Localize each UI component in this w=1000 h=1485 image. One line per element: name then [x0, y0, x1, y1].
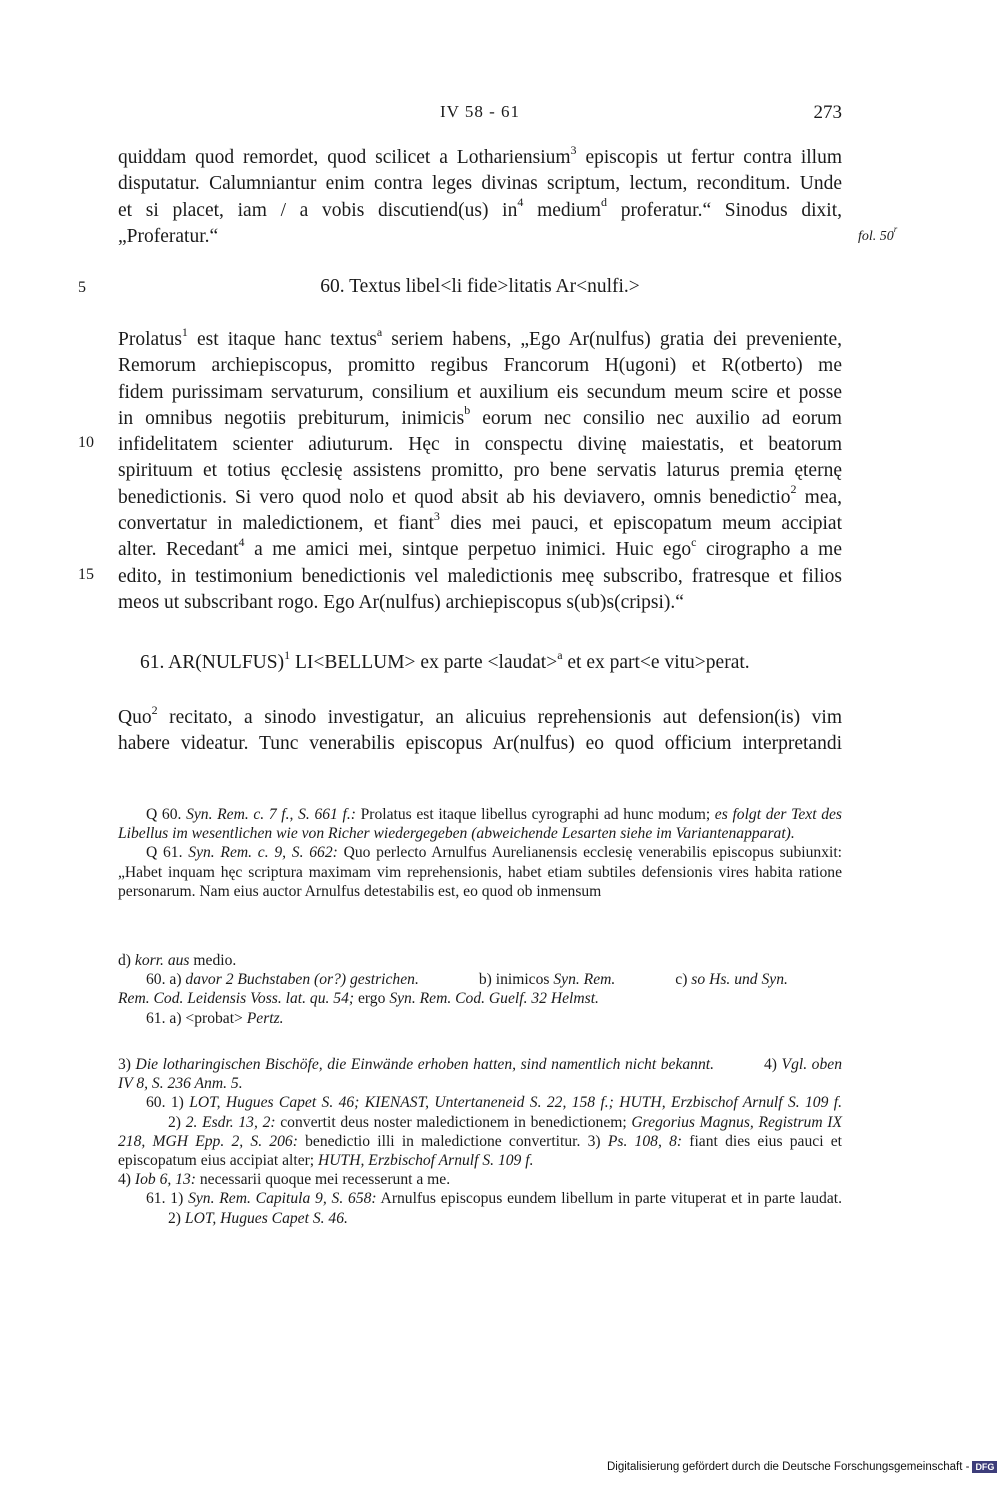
text-line: Prolatus$^1$ est itaque hanc textus$^a$ seriem habens, „Ego Ar(nulfus) gratia dei preveniente, — [118, 324, 842, 350]
source-note-61: Q 61. Syn. Rem. c. 9, S. 662: Quo perlecto Arnulfus Aurelianensis ecclesię venerabilis episcopus subiunxit: „Habet inquam hęc scriptura maximam vim reprehensionis, habet etiam subtiles defensionis vires habita ratione personarum. Nam eius auctor Arnulfus detestabilis est, eo quod ob inmensum — [118, 844, 842, 900]
folio-text: fol. 50 — [858, 229, 894, 244]
text-line: benedictionis. Si vero quod nolo et quod absit ab his deviavero, omnis benedictio$^2$ mea, — [118, 482, 842, 508]
source-note-60: Q 60. Syn. Rem. c. 7 f., S. 661 f.: Prolatus est itaque libellus cyrographi ad hunc modum; es folgt der Text des Libellus im wesentlichen wie von Richer wiedergegeben (abweichende Lesarten siehe im Variantenapparat). — [118, 806, 842, 843]
paragraph-continuation — [118, 142, 843, 250]
comment-60-4: 4) Iob 6, 13: necessarii quoque mei recesserunt a me. — [118, 1171, 451, 1189]
digitization-footer — [607, 1461, 997, 1473]
section-heading-61: 61. AR(NULFUS)$^1$ LI<BELLUM> ex parte <laudat>$^a$ et ex part<e vitu>perat. — [140, 647, 750, 673]
text-line: infidelitatem scienter adiuturum. Hęc in conspectu divinę maiestatis, et beatorum — [118, 434, 842, 456]
text-line: spirituum et totius ęcclesię assistens promitto, pro bene servatis laturus premia ęternę — [118, 460, 842, 482]
running-header — [118, 102, 842, 128]
text-line: fidem purissimam servaturum, consilium et auxilium eis secundum meum scire et posse — [118, 381, 842, 403]
text-line: disputatur. Calumniantur enim contra leges divinas scriptum, lectum, reconditum. Unde — [118, 173, 842, 195]
running-head-title: IV 58 - 61 — [439, 102, 521, 121]
text-line: edito, in testimonium benedictionis vel maledictionis meę subscribo, fratresque et filios — [118, 565, 842, 587]
source-notes — [118, 805, 842, 901]
variant-60-line1: 60. a) davor 2 Buchstaben (or?) gestrichen. b) inimicos Syn. Rem. c) so Hs. und Syn. — [146, 971, 788, 989]
dfg-logo: DFG — [972, 1461, 997, 1473]
page-number: 273 — [813, 102, 842, 123]
line-number-15: 15 — [78, 566, 94, 583]
commentary-notes — [118, 1055, 842, 1228]
line-number-5: 5 — [78, 279, 86, 296]
text-line: habere videatur. Tunc venerabilis episcopus Ar(nulfus) eo quod officium interpretandi — [118, 733, 842, 755]
variant-60-line2: Rem. Cod. Leidensis Voss. lat. qu. 54; ergo Syn. Rem. Cod. Guelf. 32 Helmst. — [118, 990, 599, 1008]
folio-marker — [858, 224, 898, 245]
text-line: in omnibus negotiis prebiturum, inimicis$^b$ eorum nec consilio nec auxilio ad eorum — [118, 403, 842, 429]
comment-3-4: 3) Die lotharingischen Bischöfe, die Einwände erhoben hatten, sind namentlich nicht bekannt. 4) Vgl. oben IV 8, S. 236 Anm. 5. — [118, 1056, 842, 1093]
text-line: meos ut subscribant rogo. Ego Ar(nulfus) archiepiscopus s(ub)s(cripsi).“ — [118, 591, 684, 613]
text-line: alter. Recedant$^4$ a me amici mei, sintque perpetuo inimici. Huic ego$^c$ cirographo a me — [118, 534, 842, 561]
footer-text: Digitalisierung gefördert durch die Deutsche Forschungsgemeinschaft - — [607, 1461, 970, 1473]
comment-60: 60. 1) LOT, Hugues Capet S. 46; KIENAST, Untertaneneid S. 22, 158 f.; HUTH, Erzbischof Arnulf S. 109 f.2) 2. Esdr. 13, 2: convertit deus noster maledictionem in benedictionem; Gregorius Magnus, Registrum IX 218, MGH Epp. 2, S. 206: benedictio illi in maledictione convertitur. 3) Ps. 108, 8: fiant dies eius pauci et episcopatum eius accipiat alter; HUTH, Erzbischof Arnulf S. 109 f. — [118, 1094, 842, 1170]
variant-apparatus — [118, 951, 842, 1028]
folio-sup: r — [893, 224, 898, 235]
text-line: convertatur in maledictionem, et fiant$^3$ dies mei pauci, et episcopatum meum accipiat — [118, 508, 842, 535]
paragraph-recitation — [118, 702, 842, 758]
variant-d: d) korr. aus medio. — [118, 952, 237, 969]
text-line: Quo$^2$ recitato, a sinodo investigatur, an alicuius reprehensionis aut defension(is) vim — [118, 702, 842, 728]
text-line: Remorum archiepiscopus, promitto regibus Francorum H(ugoni) et R(otberto) me — [118, 355, 842, 377]
variant-61: 61. a) <probat> Pertz. — [146, 1009, 284, 1027]
text-line: „Proferatur.“ — [118, 225, 219, 247]
line-number-10: 10 — [78, 434, 94, 451]
paragraph-libellus-text — [118, 324, 842, 616]
comment-61: 61. 1) Syn. Rem. Capitula 9, S. 658: Arnulfus episcopus eundem libellum in parte vituperat et in parte laudat.2) LOT, Hugues Capet S. 46. — [146, 1190, 843, 1227]
section-heading-60: 60. Textus libel<li fide>litatis Ar<nulfi.> — [320, 276, 640, 297]
text-line: quiddam quod remordet, quod scilicet a Lothariensium$^3$ episcopis ut fertur contra illum — [118, 142, 843, 168]
text-line: et si placet, iam / a vobis discutiend(us) $in^4$ medium$^d$ proferatur.“ Sinodus dixit, — [118, 195, 842, 221]
